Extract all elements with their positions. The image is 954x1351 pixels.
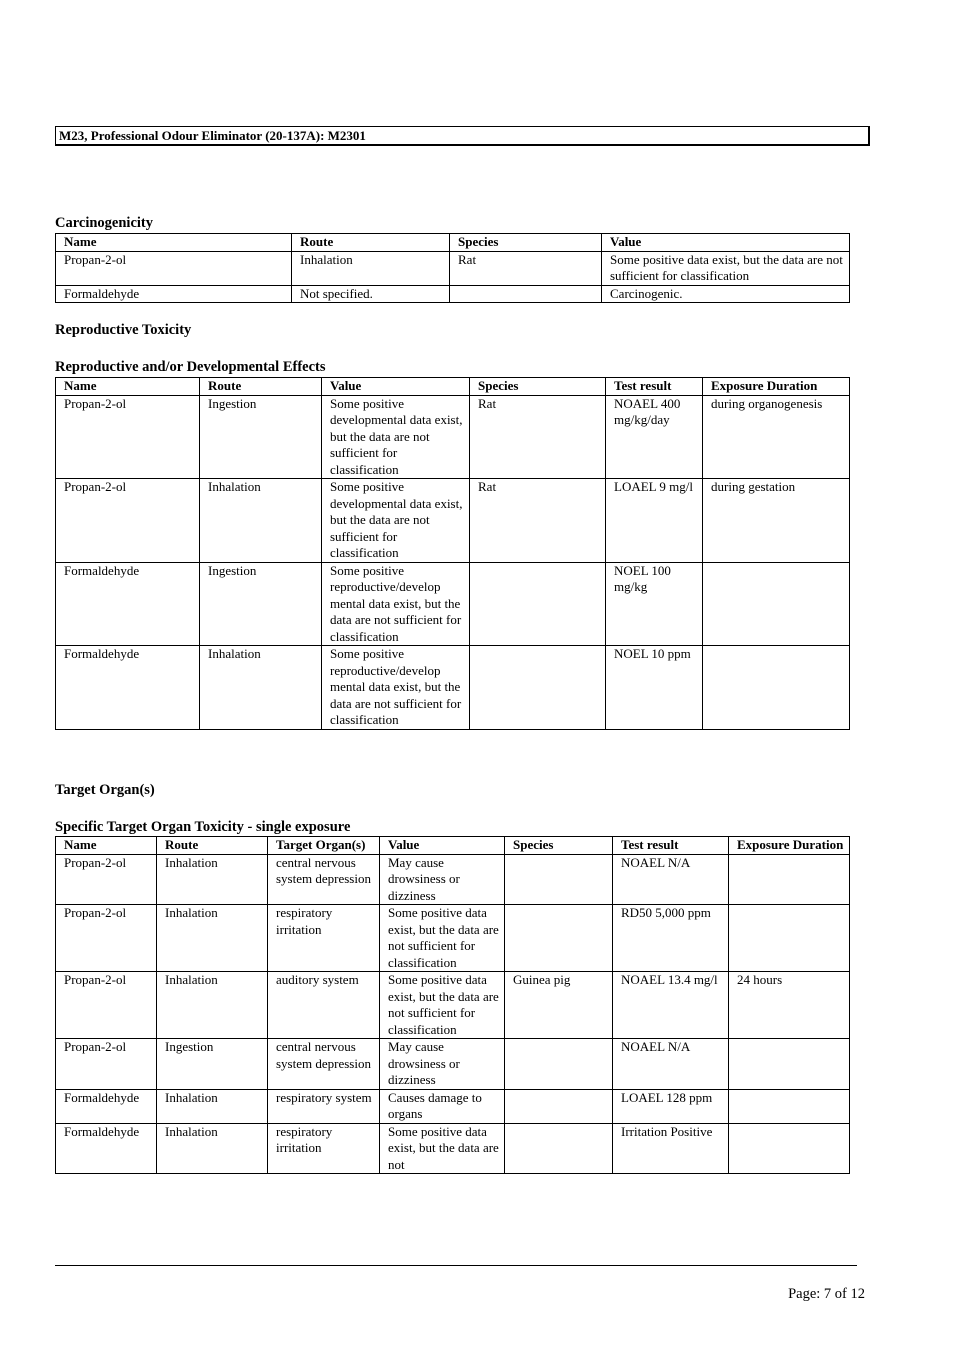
table-cell: Some positive data exist, but the data are not sufficient for classification <box>602 251 850 285</box>
table-cell: Carcinogenic. <box>602 285 850 303</box>
table-cell: Inhalation <box>157 1089 268 1123</box>
column-header: Name <box>56 378 200 396</box>
table-cell: Inhalation <box>157 1123 268 1174</box>
table-cell: Some positive data exist, but the data are not <box>380 1123 505 1174</box>
table-cell: Formaldehyde <box>56 1123 157 1174</box>
table-cell: Ingestion <box>200 562 322 646</box>
table-cell <box>729 905 850 972</box>
table-cell: Some positive data exist, but the data are not sufficient for classification <box>380 905 505 972</box>
table-cell: Rat <box>450 251 602 285</box>
table-cell: NOEL 10 ppm <box>606 646 703 730</box>
column-header: Value <box>380 837 505 855</box>
carcinogenicity-heading: Carcinogenicity <box>55 215 153 231</box>
table-row <box>56 1089 850 1123</box>
column-header: Route <box>157 837 268 855</box>
column-header: Test result <box>606 378 703 396</box>
table-cell: during gestation <box>703 479 850 563</box>
table-cell: central nervous system depression <box>268 854 380 905</box>
table-cell <box>505 854 613 905</box>
column-header: Test result <box>613 837 729 855</box>
table-cell <box>505 1039 613 1090</box>
table-cell: Propan-2-ol <box>56 1039 157 1090</box>
table-header-row <box>56 837 850 855</box>
table-cell: NOAEL 400 mg/kg/day <box>606 395 703 479</box>
table-cell: NOAEL N/A <box>613 854 729 905</box>
table-cell: Rat <box>470 479 606 563</box>
carcinogenicity-table <box>55 233 850 303</box>
table-cell: 24 hours <box>729 972 850 1039</box>
table-cell <box>729 1123 850 1174</box>
table-cell <box>703 646 850 730</box>
table-header-row <box>56 378 850 396</box>
table-cell: central nervous system depression <box>268 1039 380 1090</box>
table-cell: Inhalation <box>292 251 450 285</box>
column-header: Species <box>450 234 602 252</box>
table-row <box>56 479 850 563</box>
table-cell: Not specified. <box>292 285 450 303</box>
table-cell: May cause drowsiness or dizziness <box>380 854 505 905</box>
column-header: Value <box>602 234 850 252</box>
table-cell: Propan-2-ol <box>56 479 200 563</box>
table-cell <box>470 646 606 730</box>
table-cell: Some positive developmental data exist, but the data are not sufficient for classification <box>322 395 470 479</box>
column-header: Route <box>200 378 322 396</box>
table-cell: Guinea pig <box>505 972 613 1039</box>
column-header: Value <box>322 378 470 396</box>
table-cell <box>729 1039 850 1090</box>
target-organs-heading: Target Organ(s) <box>55 782 155 798</box>
table-cell: respiratory system <box>268 1089 380 1123</box>
table-cell: NOAEL 13.4 mg/l <box>613 972 729 1039</box>
table-cell: respiratory irritation <box>268 1123 380 1174</box>
table-cell <box>470 562 606 646</box>
column-header: Exposure Duration <box>703 378 850 396</box>
table-cell <box>729 854 850 905</box>
footer-divider <box>55 1265 857 1266</box>
table-cell: Inhalation <box>157 905 268 972</box>
table-cell: auditory system <box>268 972 380 1039</box>
table-cell: Propan-2-ol <box>56 854 157 905</box>
table-cell: respiratory irritation <box>268 905 380 972</box>
table-row <box>56 285 850 303</box>
table-cell <box>505 1089 613 1123</box>
table-cell <box>703 562 850 646</box>
table-row <box>56 1039 850 1090</box>
table-cell <box>505 905 613 972</box>
table-row <box>56 562 850 646</box>
table-cell: Some positive reproductive/develop mental data exist, but the data are not sufficient for classification <box>322 646 470 730</box>
table-row <box>56 251 850 285</box>
column-header: Species <box>470 378 606 396</box>
column-header: Name <box>56 234 292 252</box>
table-cell: Some positive data exist, but the data are not sufficient for classification <box>380 972 505 1039</box>
table-cell <box>729 1089 850 1123</box>
table-cell: Propan-2-ol <box>56 395 200 479</box>
table-cell: Ingestion <box>200 395 322 479</box>
table-cell: Inhalation <box>200 479 322 563</box>
table-cell: Formaldehyde <box>56 285 292 303</box>
table-row <box>56 905 850 972</box>
table-cell: Inhalation <box>157 972 268 1039</box>
reproductive-effects-table <box>55 377 850 730</box>
table-cell: Propan-2-ol <box>56 251 292 285</box>
column-header: Exposure Duration <box>729 837 850 855</box>
reproductive-effects-heading: Reproductive and/or Developmental Effects <box>55 359 326 375</box>
stot-single-table <box>55 836 850 1174</box>
column-header: Name <box>56 837 157 855</box>
table-cell: Some positive reproductive/develop mental data exist, but the data are not sufficient for classification <box>322 562 470 646</box>
table-cell: RD50 5,000 ppm <box>613 905 729 972</box>
table-row <box>56 972 850 1039</box>
table-cell <box>505 1123 613 1174</box>
table-cell: Formaldehyde <box>56 646 200 730</box>
table-cell: Rat <box>470 395 606 479</box>
table-cell: Some positive developmental data exist, but the data are not sufficient for classification <box>322 479 470 563</box>
table-cell: Inhalation <box>157 854 268 905</box>
document-header: M23, Professional Odour Eliminator (20-137A): M2301 <box>55 126 870 146</box>
table-cell: Formaldehyde <box>56 562 200 646</box>
table-row <box>56 646 850 730</box>
table-row <box>56 395 850 479</box>
column-header: Route <box>292 234 450 252</box>
reproductive-toxicity-heading: Reproductive Toxicity <box>55 322 192 338</box>
column-header: Target Organ(s) <box>268 837 380 855</box>
table-cell: Causes damage to organs <box>380 1089 505 1123</box>
table-cell: Propan-2-ol <box>56 905 157 972</box>
table-cell: LOAEL 128 ppm <box>613 1089 729 1123</box>
table-cell: May cause drowsiness or dizziness <box>380 1039 505 1090</box>
page-number: Page: 7 of 12 <box>788 1286 865 1302</box>
table-cell: Formaldehyde <box>56 1089 157 1123</box>
table-header-row <box>56 234 850 252</box>
column-header: Species <box>505 837 613 855</box>
table-cell: LOAEL 9 mg/l <box>606 479 703 563</box>
table-row <box>56 1123 850 1174</box>
table-cell: Propan-2-ol <box>56 972 157 1039</box>
table-row <box>56 854 850 905</box>
stot-single-heading: Specific Target Organ Toxicity - single exposure <box>55 819 351 835</box>
table-cell: NOAEL N/A <box>613 1039 729 1090</box>
table-cell: Irritation Positive <box>613 1123 729 1174</box>
table-cell: Inhalation <box>200 646 322 730</box>
table-cell <box>450 285 602 303</box>
table-cell: Ingestion <box>157 1039 268 1090</box>
table-cell: during organogenesis <box>703 395 850 479</box>
table-cell: NOEL 100 mg/kg <box>606 562 703 646</box>
